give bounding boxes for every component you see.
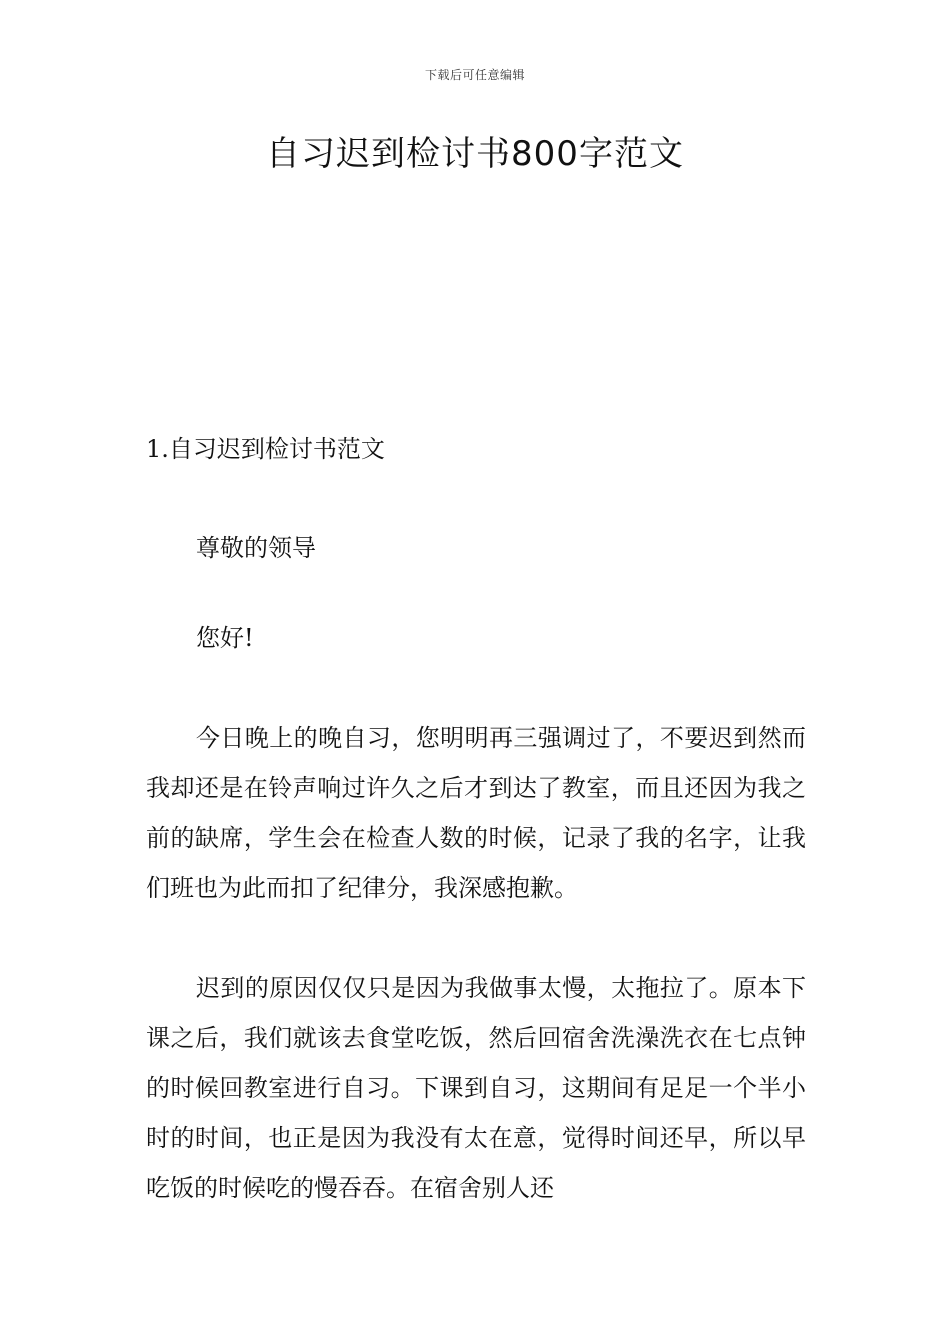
salutation: 尊敬的领导 (196, 534, 316, 562)
greeting: 您好! (196, 624, 254, 652)
document-title: 自习迟到检讨书800字范文 (266, 134, 684, 174)
document-body (146, 424, 806, 1213)
body-paragraph-1: 今日晚上的晚自习，您明明再三强调过了，不要迟到然而我却还是在铃声响过许久之后才到达了教室，而且还因为我之前的缺席，学生会在检查人数的时候，记录了我的名字，让我们班也为此而扣了纪律分，我深感抱歉。 (146, 724, 806, 902)
section-heading: 1.自习迟到检讨书范文 (146, 435, 385, 463)
header-note: 下载后可任意编辑 (424, 68, 525, 82)
body-paragraph-2: 迟到的原因仅仅只是因为我做事太慢，太拖拉了。原本下课之后，我们就该去食堂吃饭，然后回宿舍洗澡洗衣在七点钟的时候回教室进行自习。下课到自习，这期间有足足一个半小时的时间，也正是因为我没有太在意，觉得时间还早，所以早吃饭的时候吃的慢吞吞。在宿舍别人还 (146, 974, 806, 1202)
